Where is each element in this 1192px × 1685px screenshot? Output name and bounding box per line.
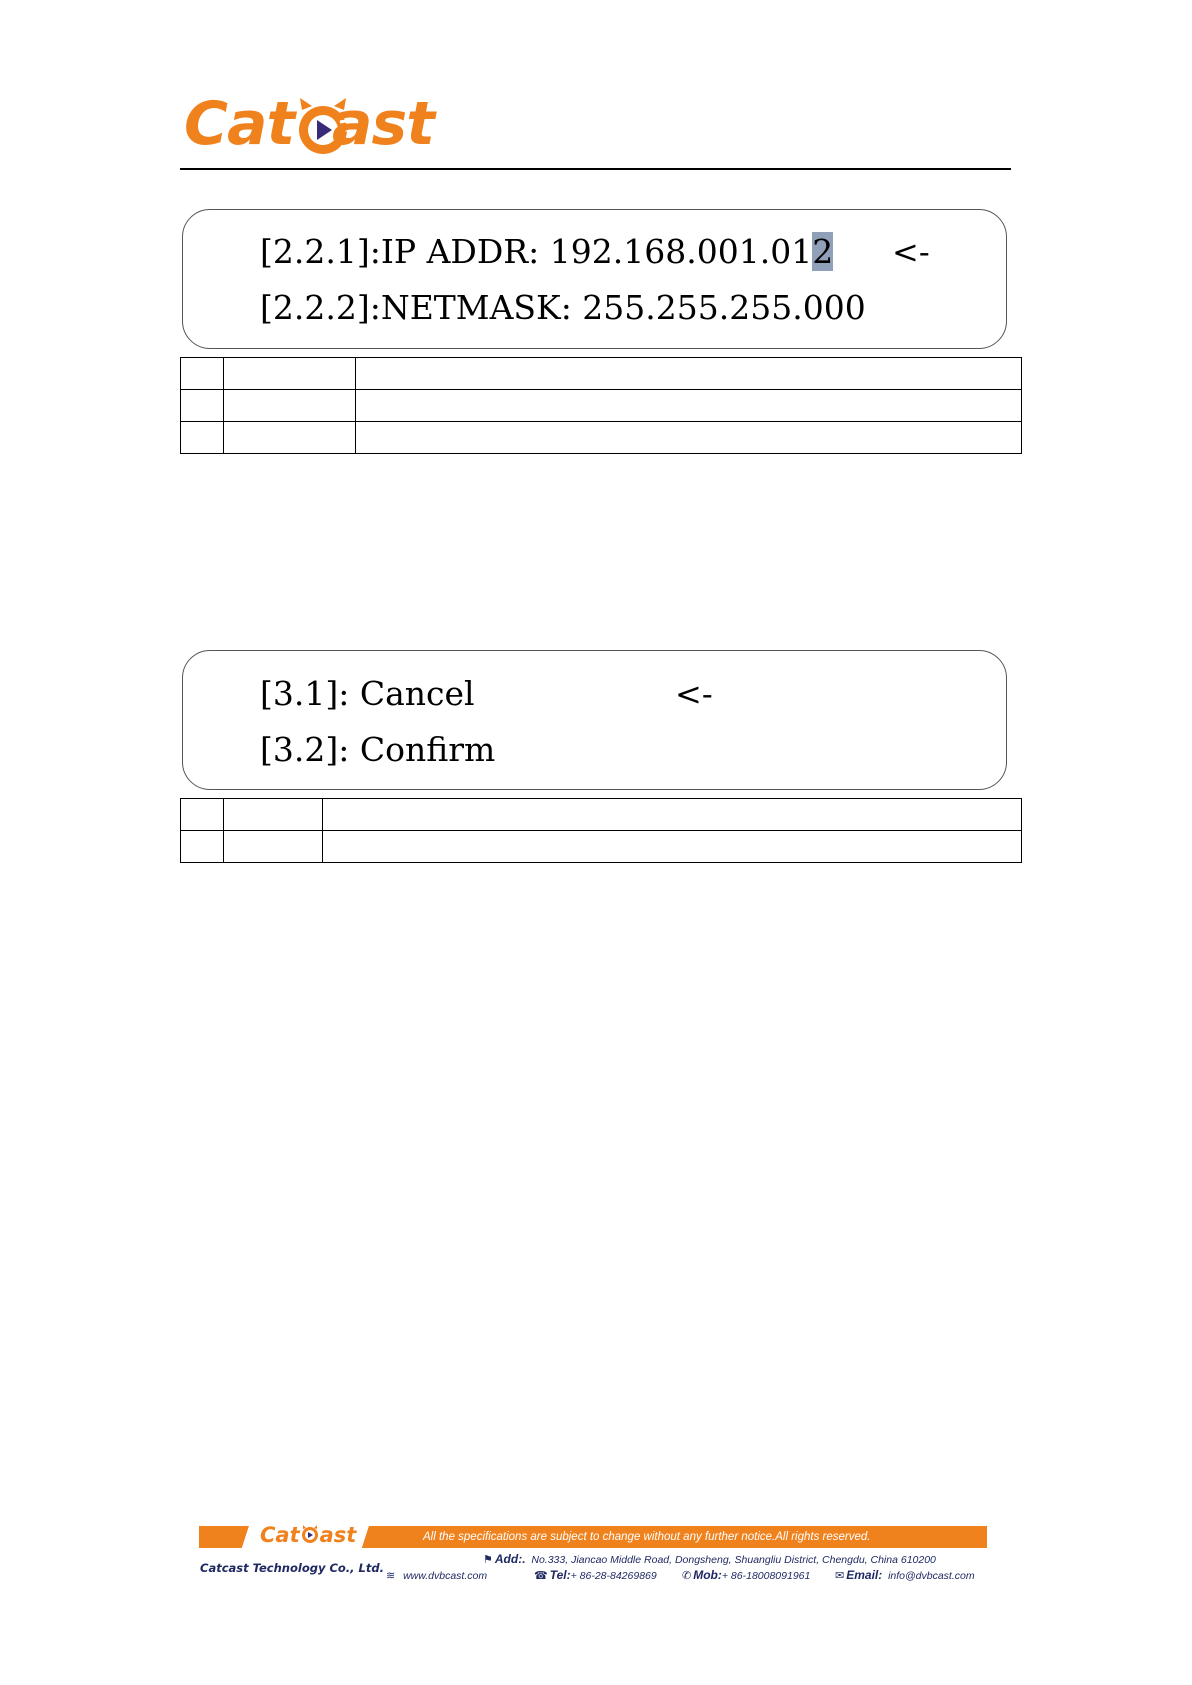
logo-text-left: Cat <box>184 89 295 159</box>
empty-table-2 <box>180 798 1022 863</box>
footer-tel <box>534 1568 657 1583</box>
page-footer <box>196 1520 987 1582</box>
footer-rights-notice: All the specifications are subject to change without any further notice.All rights reserved. <box>423 1531 871 1543</box>
footer-logo <box>260 1520 356 1550</box>
empty-table-1 <box>180 357 1022 454</box>
selection-arrow-icon: <- <box>892 233 930 271</box>
table-row <box>181 831 1022 863</box>
table-row <box>181 799 1022 831</box>
header-divider <box>180 168 1011 170</box>
footer-email <box>835 1568 975 1583</box>
tel-label: Tel: <box>549 1568 571 1582</box>
email-label: Email: <box>846 1568 883 1582</box>
footer-logo-right: ast <box>319 1523 357 1547</box>
email-text[interactable]: info@dvbcast.com <box>888 1570 975 1582</box>
edit-cursor-digit: 2 <box>812 232 834 271</box>
table-row <box>181 390 1022 422</box>
address-icon: ⚑ <box>483 1554 493 1566</box>
logo-text-right: ast <box>332 89 434 159</box>
footer-website <box>386 1569 487 1583</box>
lcd-line-cancel: [3.1]: Cancel <box>260 674 475 713</box>
lcd-line-netmask: [2.2.2]:NETMASK: 255.255.255.000 <box>260 288 866 327</box>
address-text: No.333, Jiancao Middle Road, Dongsheng, Shuangliu District, Chengdu, China 610200 <box>531 1554 936 1566</box>
phone-icon: ☎ <box>534 1570 548 1582</box>
lcd-line-confirm: [3.2]: Confirm <box>260 730 496 769</box>
footer-logo-left: Cat <box>260 1523 300 1547</box>
company-name: Catcast Technology Co., Ltd. <box>200 1561 384 1575</box>
lcd-panel-ip-settings <box>182 209 1007 349</box>
footer-mobile <box>682 1568 810 1583</box>
selection-arrow-icon: <- <box>675 675 713 713</box>
lcd-panel-save-confirm <box>182 650 1007 790</box>
footer-address <box>483 1552 936 1567</box>
catcast-logo <box>184 88 459 160</box>
table-row <box>181 422 1022 454</box>
wifi-icon: ≋ <box>386 1570 396 1582</box>
lcd-line-ip-addr <box>260 232 833 272</box>
address-label: Add:. <box>494 1552 526 1566</box>
mob-text: + 86-18008091961 <box>721 1570 811 1582</box>
tel-text: + 86-28-84269869 <box>570 1570 657 1582</box>
ip-addr-text: [2.2.1]:IP ADDR: 192.168.001.01 <box>260 232 813 271</box>
website-text[interactable]: www.dvbcast.com <box>403 1570 488 1582</box>
mobile-icon: ✆ <box>682 1570 692 1582</box>
table-row <box>181 358 1022 390</box>
mob-label: Mob: <box>693 1568 722 1582</box>
email-icon: ✉ <box>835 1570 845 1582</box>
footer-cat-play-icon <box>300 1524 320 1544</box>
